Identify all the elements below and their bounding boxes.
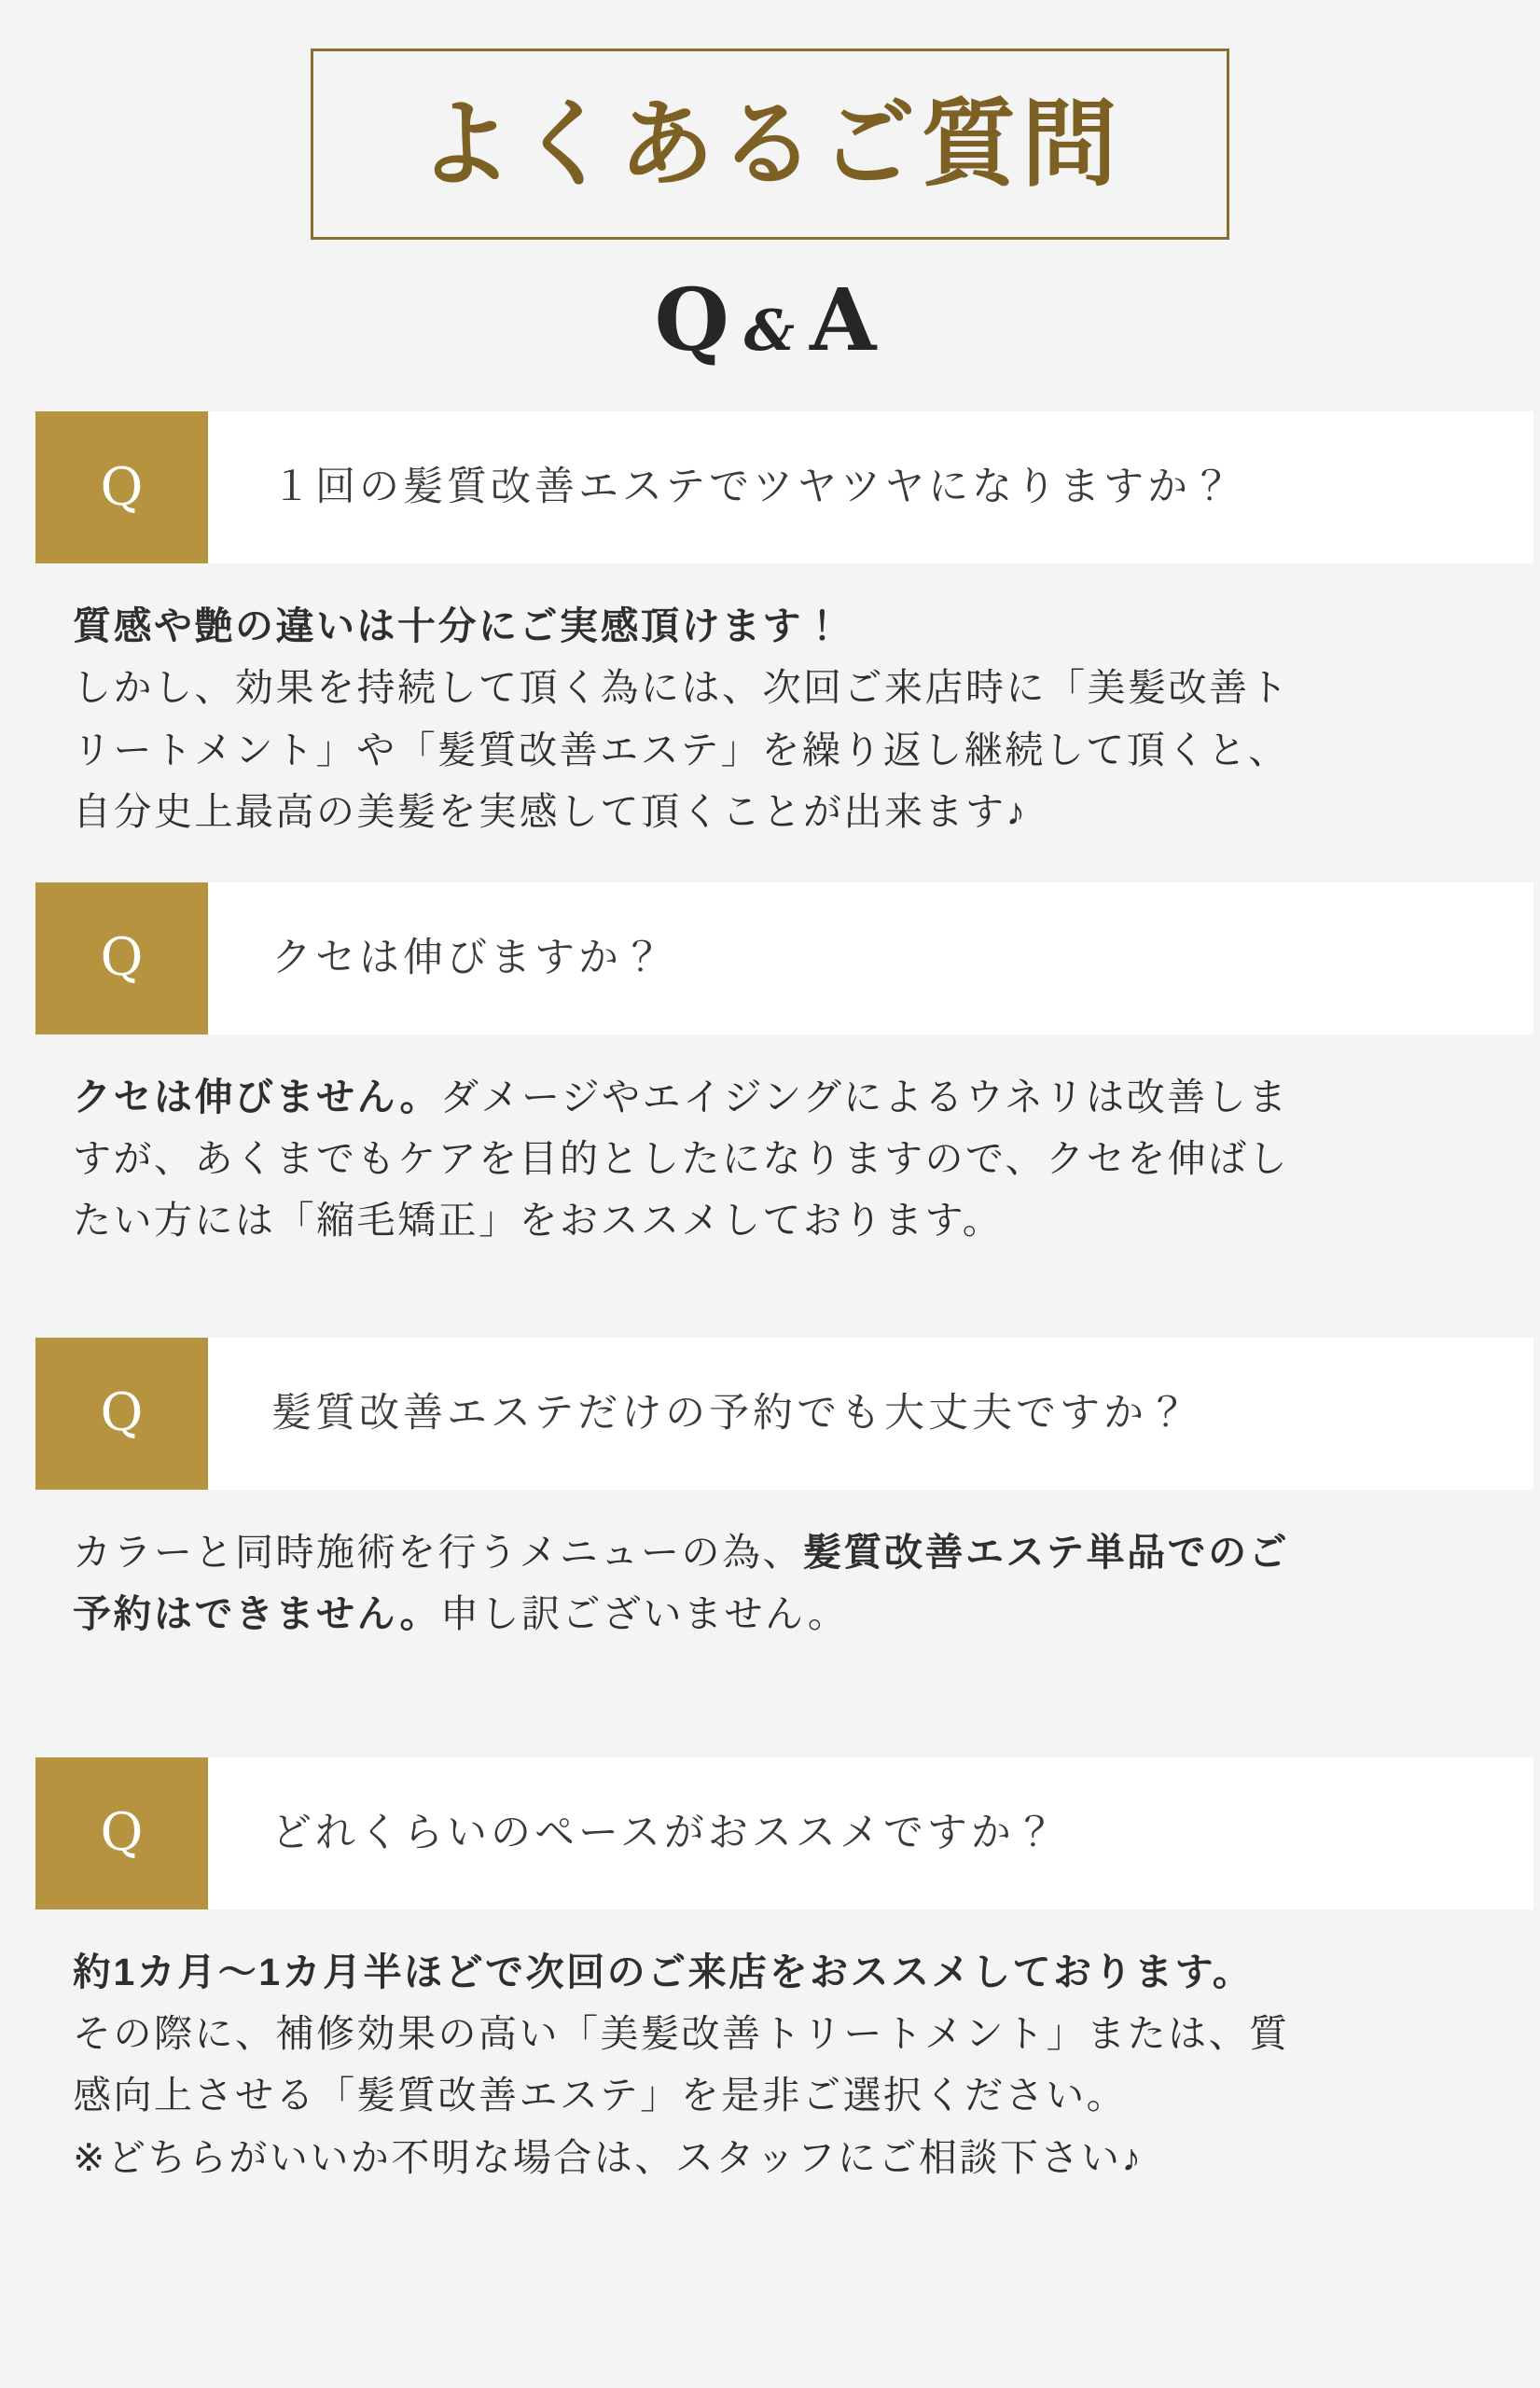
faq-answer-line: リートメント」や「髪質改善エステ」を繰り返し継続して頂くと、 bbox=[73, 728, 1289, 771]
faq-answer-line: 約1カ月〜1カ月半ほどで次回のご来店をおススメしております。 bbox=[73, 1950, 1254, 1993]
faq-question-row[interactable] bbox=[35, 882, 1533, 1034]
question-badge-icon: Q bbox=[35, 1757, 208, 1909]
question-badge-icon: Q bbox=[35, 882, 208, 1034]
faq-answer-line: たい方には「縮毛矯正」をおススメしております。 bbox=[73, 1199, 1004, 1243]
question-badge-icon: Q bbox=[35, 1338, 208, 1490]
faq-answer-line: すが、あくまでもケアを目的としたになりますので、クセを伸ばし bbox=[73, 1137, 1290, 1181]
faq-question-row[interactable] bbox=[35, 1757, 1533, 1909]
faq-list bbox=[0, 411, 1540, 2188]
faq-answer-text: カラーと同時施術を行うメニューの為、 bbox=[73, 1530, 803, 1574]
faq-question-row[interactable] bbox=[35, 411, 1533, 563]
faq-answer-line bbox=[73, 1583, 1473, 1645]
faq-answer-line: 自分史上最高の美髪を実感して頂くことが出来ます♪ bbox=[73, 790, 1028, 834]
page-title-container bbox=[0, 0, 1540, 240]
faq-answer-text: ダメージやエイジングによるウネリは改善しま bbox=[439, 1075, 1289, 1118]
qa-heading-ampersand: & bbox=[743, 298, 804, 364]
qa-heading-q: Q bbox=[654, 270, 739, 370]
page-title-box bbox=[311, 49, 1229, 240]
spacer bbox=[0, 843, 1540, 882]
spacer bbox=[0, 1645, 1540, 1757]
faq-question-text: どれくらいのペースがおススメですか？ bbox=[271, 1811, 1059, 1856]
question-badge-icon: Q bbox=[35, 411, 208, 563]
faq-answer-emphasis: 髪質改善エステ単品でのご bbox=[803, 1530, 1290, 1574]
faq-answer-block bbox=[0, 563, 1540, 843]
faq-answer-line: ※どちらがいいか不明な場合は、スタッフにご相談下さい♪ bbox=[73, 2135, 1144, 2179]
faq-question-text: クセは伸びますか？ bbox=[271, 936, 666, 981]
faq-answer-line: その際に、補修効果の高い「美髪改善トリートメント」または、質 bbox=[73, 2012, 1290, 2056]
faq-answer-block bbox=[0, 1490, 1540, 1645]
faq-answer-emphasis: クセは伸びません。 bbox=[73, 1075, 440, 1118]
spacer bbox=[0, 1252, 1540, 1338]
faq-answer-block bbox=[0, 1034, 1540, 1252]
faq-question-row[interactable] bbox=[35, 1338, 1533, 1490]
faq-answer-block bbox=[0, 1909, 1540, 2189]
qa-heading bbox=[654, 270, 886, 370]
faq-answer-line: 質感や艶の違いは十分にご実感頂けます！ bbox=[73, 604, 844, 647]
page-title: よくあるご質問 bbox=[417, 88, 1123, 201]
qa-heading-a: A bbox=[809, 270, 886, 370]
faq-answer-text: 申し訳ございません。 bbox=[439, 1592, 849, 1636]
faq-question-text: 髪質改善エステだけの予約でも大丈夫ですか？ bbox=[271, 1391, 1192, 1437]
faq-answer-emphasis: 予約はできません。 bbox=[73, 1592, 440, 1636]
faq-answer-line: 感向上させる「髪質改善エステ」を是非ご選択ください。 bbox=[73, 2074, 1128, 2117]
qa-heading-container bbox=[0, 270, 1540, 370]
faq-answer-line bbox=[73, 1521, 1473, 1583]
faq-question-text: １回の髪質改善エステでツヤツヤになりますか？ bbox=[271, 465, 1236, 510]
faq-answer-line: しかし、効果を持続して頂く為には、次回ご来店時に「美髪改善ト bbox=[73, 666, 1290, 710]
faq-answer-line bbox=[73, 1066, 1473, 1128]
